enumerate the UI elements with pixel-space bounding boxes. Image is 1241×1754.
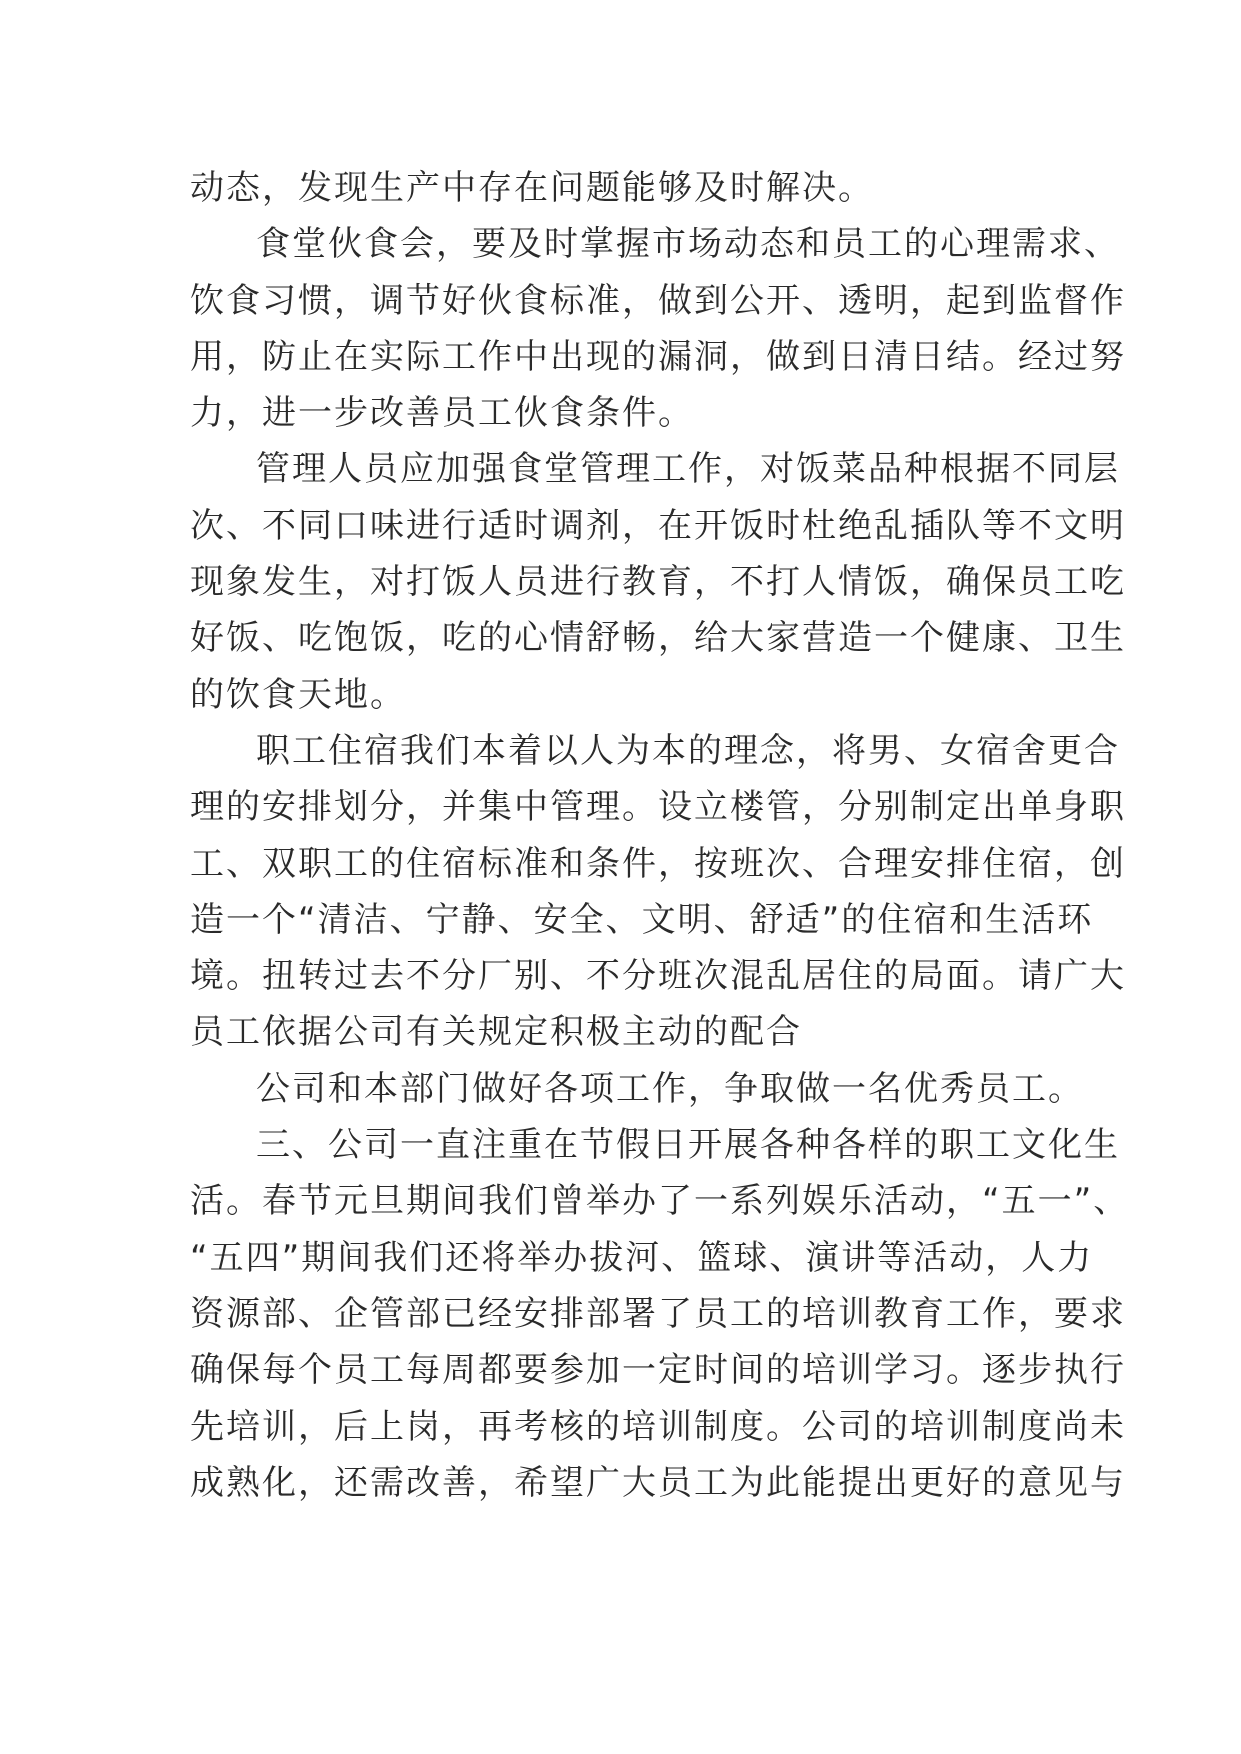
text-line: 员工依据公司有关规定积极主动的配合 [190, 1012, 802, 1053]
text-line: 先培训，后上岗，再考核的培训制度。公司的培训制度尚未 [190, 1406, 1126, 1447]
text-line: 动态，发现生产中存在问题能够及时解决。 [190, 168, 874, 208]
text-line: 管理人员应加强食堂管理工作，对饭菜品种根据不同层 [256, 449, 1120, 490]
text-line: 力，进一步改善员工伙食条件。 [190, 393, 694, 434]
text-line: 三、公司一直注重在节假日开展各种各样的职工文化生 [256, 1125, 1120, 1166]
text-line: 造一个“清洁、宁静、安全、文明、舒适”的住宿和生活环 [190, 899, 1094, 940]
text-line: 的饮食天地。 [190, 674, 406, 715]
text-line: 资源部、企管部已经安排部署了员工的培训教育工作，要求 [190, 1293, 1126, 1334]
text-line: 境。扭转过去不分厂别、不分班次混乱居住的局面。请广大 [190, 956, 1126, 997]
text-line: 公司和本部门做好各项工作，争取做一名优秀员工。 [256, 1068, 1084, 1109]
text-line: 食堂伙食会，要及时掌握市场动态和员工的心理需求、 [256, 224, 1120, 265]
text-line: 现象发生，对打饭人员进行教育，不打人情饭，确保员工吃 [190, 562, 1126, 603]
text-line: 工、双职工的住宿标准和条件，按班次、合理安排住宿，创 [190, 843, 1126, 884]
text-line: 饮食习惯，调节好伙食标准，做到公开、透明，起到监督作 [190, 280, 1126, 321]
document-body [190, 160, 1130, 1511]
text-line: 用，防止在实际工作中出现的漏洞，做到日清日结。经过努 [190, 336, 1126, 377]
text-line: 次、不同口味进行适时调剂，在开饭时杜绝乱插队等不文明 [190, 505, 1126, 546]
text-line: 职工住宿我们本着以人为本的理念，将男、女宿舍更合 [256, 730, 1120, 771]
text-line: 确保每个员工每周都要参加一定时间的培训学习。逐步执行 [190, 1350, 1126, 1391]
text-line: 好饭、吃饱饭，吃的心情舒畅，给大家营造一个健康、卫生 [190, 618, 1126, 659]
text-line: 活。春节元旦期间我们曾举办了一系列娱乐活动，“五一”、 [190, 1181, 1130, 1222]
text-line: 成熟化，还需改善，希望广大员工为此能提出更好的意见与 [190, 1462, 1126, 1503]
text-line: 理的安排划分，并集中管理。设立楼管，分别制定出单身职 [190, 787, 1126, 828]
text-line: “五四”期间我们还将举办拔河、篮球、演讲等活动，人力 [190, 1237, 1094, 1278]
